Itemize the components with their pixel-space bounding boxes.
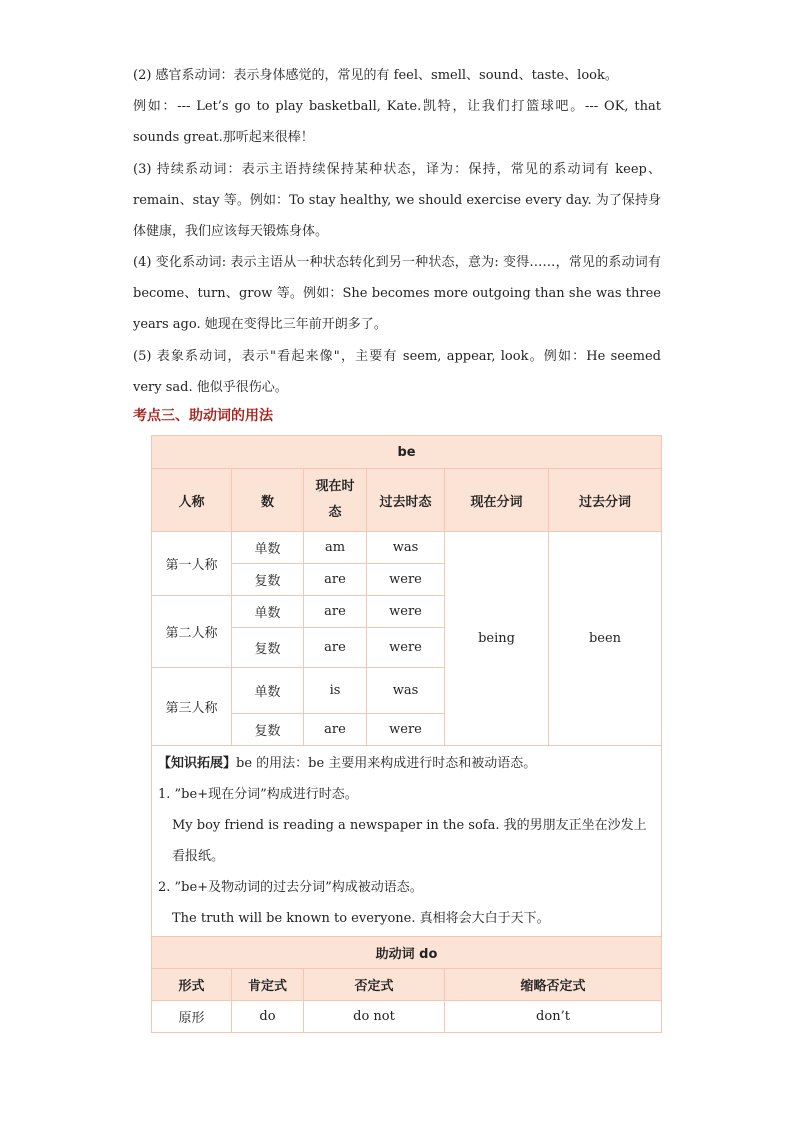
header-number: 数: [232, 469, 304, 532]
table-row: [152, 1001, 662, 1033]
present-cell: is: [304, 668, 367, 714]
extension-example-2: The truth will be known to everyone. 真相将会大白于天下。: [172, 911, 550, 926]
extension-heading: 【知识拓展】: [158, 756, 237, 771]
header-present-participle: 现在分词: [445, 469, 549, 532]
person-cell: 第二人称: [152, 596, 232, 668]
person-cell: 第一人称: [152, 532, 232, 596]
do-table-title: 助动词 do: [152, 937, 662, 969]
paragraph-sensory-verbs: (2) 感官系动词：表示身体感觉的，常见的有 feel、smell、sound、taste、look。: [133, 68, 618, 83]
present-cell: are: [304, 564, 367, 596]
past-cell: was: [367, 532, 445, 564]
table-row: [152, 532, 662, 564]
extension-rule-1: 1. ”be+现在分词”构成进行时态。: [158, 787, 358, 802]
past-cell: were: [367, 628, 445, 668]
past-cell: were: [367, 596, 445, 628]
header-form: 形式: [152, 969, 232, 1001]
header-contracted: 缩略否定式: [445, 969, 662, 1001]
present-cell: are: [304, 714, 367, 746]
present-participle-cell: being: [445, 532, 549, 746]
header-person: 人称: [152, 469, 232, 532]
paragraph-continuing-verbs: (3) 持续系动词：表示主语持续保持某种状态，译为：保持，常见的系动词有 keep、remain、stay 等。例如：To stay healthy, we should exercise every day. 为了保持身体健康，我们应该每天锻炼身体。: [133, 162, 661, 239]
number-cell: 复数: [232, 628, 304, 668]
header-present-tense: 现在时态: [304, 469, 367, 532]
paragraph-change-verbs: (4) 变化系动词: 表示主语从一种状态转化到另一种状态，意为: 变得……，常见的系动词有 become、turn、grow 等。例如：She becomes more outgoing than she was three years ago. 她现在变得比三年前开朗多了。: [133, 255, 661, 332]
paragraph-sensory-example: 例如：--- Let’s go to play basketball, Kate.凯特，让我们打篮球吧。--- OK, that sounds great.那听起来很棒！: [133, 99, 661, 145]
person-cell: 第三人称: [152, 668, 232, 746]
header-affirmative: 肯定式: [232, 969, 304, 1001]
contracted-cell: don’t: [445, 1001, 662, 1033]
number-cell: 单数: [232, 668, 304, 714]
paragraph-appearance-verbs: (5) 表象系动词，表示"看起来像"，主要有 seem, appear, look。例如：He seemed very sad. 他似乎很伤心。: [133, 349, 661, 395]
number-cell: 复数: [232, 564, 304, 596]
present-cell: are: [304, 596, 367, 628]
present-cell: are: [304, 628, 367, 668]
affirmative-cell: do: [232, 1001, 304, 1033]
be-table-title: be: [152, 436, 662, 469]
past-cell: were: [367, 564, 445, 596]
past-cell: was: [367, 668, 445, 714]
extension-example-1: My boy friend is reading a newspaper in the sofa. 我的男朋友正坐在沙发上看报纸。: [172, 818, 647, 864]
extension-intro: be 的用法：be 主要用来构成进行时态和被动语态。: [236, 756, 537, 771]
number-cell: 复数: [232, 714, 304, 746]
past-participle-cell: been: [549, 532, 662, 746]
number-cell: 单数: [232, 532, 304, 564]
header-past-tense: 过去时态: [367, 469, 445, 532]
be-conjugation-table: [151, 435, 662, 1033]
section-title: 考点三、助动词的用法: [133, 408, 273, 424]
header-negative: 否定式: [304, 969, 445, 1001]
present-cell: am: [304, 532, 367, 564]
header-past-participle: 过去分词: [549, 469, 662, 532]
knowledge-extension: [152, 746, 662, 937]
negative-cell: do not: [304, 1001, 445, 1033]
number-cell: 单数: [232, 596, 304, 628]
past-cell: were: [367, 714, 445, 746]
form-cell: 原形: [152, 1001, 232, 1033]
extension-rule-2: 2. ”be+及物动词的过去分词”构成被动语态。: [158, 880, 423, 895]
